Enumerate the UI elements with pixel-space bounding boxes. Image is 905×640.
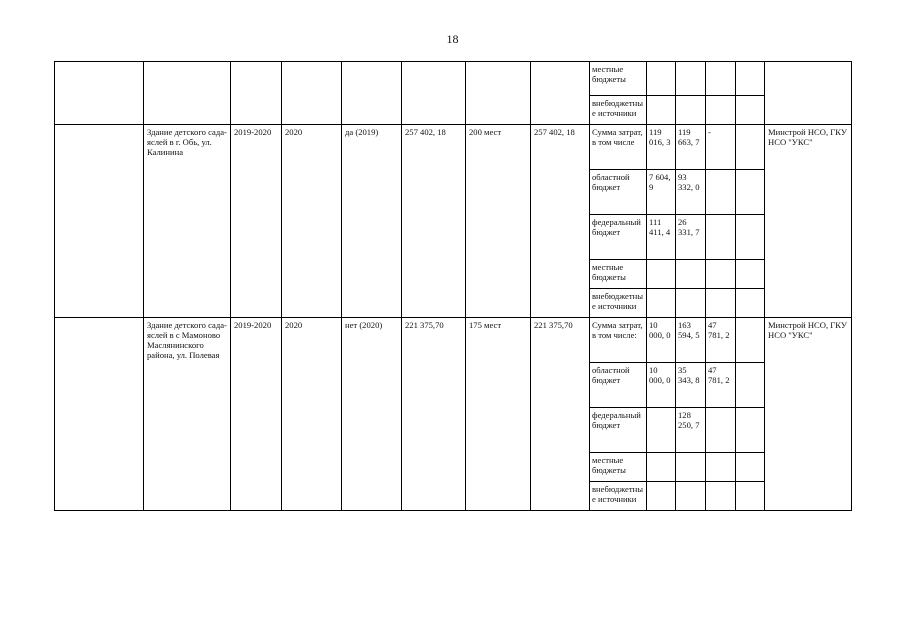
amount-cell xyxy=(706,289,736,318)
funding-source: федеральный бюджет xyxy=(590,408,647,453)
amount-cell: 111 411, 4 xyxy=(647,215,676,260)
amount-cell xyxy=(647,260,676,289)
amount-cell xyxy=(647,482,676,511)
amount-cell xyxy=(647,408,676,453)
cell-empty xyxy=(765,62,852,125)
funding-source: внебюджетные источники xyxy=(590,482,647,511)
amount-cell: 119 016, 3 xyxy=(647,125,676,170)
cell-empty xyxy=(231,62,282,125)
project-name: Здание детского сада-яслей в с Мамоново Маслянинского района, ул. Полевая xyxy=(144,318,231,511)
project-year: 2020 xyxy=(282,318,342,511)
amount-cell xyxy=(736,289,765,318)
amount-cell xyxy=(647,96,676,125)
project-name: Здание детского сада-яслей в г. Обь, ул. Калинина xyxy=(144,125,231,318)
cell-empty xyxy=(55,125,144,318)
amount-cell xyxy=(706,170,736,215)
amount-cell xyxy=(647,62,676,96)
amount-cell xyxy=(736,363,765,408)
page-number: 18 xyxy=(446,32,459,46)
remaining-cost: 257 402, 18 xyxy=(531,125,590,318)
cell-empty xyxy=(144,62,231,125)
cell-empty xyxy=(402,62,466,125)
amount-cell: 47 781, 2 xyxy=(706,318,736,363)
project-period: 2019-2020 xyxy=(231,318,282,511)
amount-cell xyxy=(676,453,706,482)
funding-source: федеральный бюджет xyxy=(590,215,647,260)
cell-empty xyxy=(55,62,144,125)
amount-cell xyxy=(676,260,706,289)
amount-cell: 7 604, 9 xyxy=(647,170,676,215)
amount-cell xyxy=(647,289,676,318)
amount-cell xyxy=(706,62,736,96)
table-row xyxy=(55,125,852,170)
amount-cell: 119 663, 7 xyxy=(676,125,706,170)
funding-source: местные бюджеты xyxy=(590,453,647,482)
funding-source: областной бюджет xyxy=(590,363,647,408)
amount-cell xyxy=(736,260,765,289)
amount-cell xyxy=(676,482,706,511)
amount-cell xyxy=(706,260,736,289)
responsible-org: Минстрой НСО, ГКУ НСО "УКС" xyxy=(765,125,852,318)
cell-empty xyxy=(466,62,531,125)
capacity: 200 мест xyxy=(466,125,531,318)
investment-table xyxy=(54,61,852,511)
funding-source: внебюджетные источники xyxy=(590,289,647,318)
amount-cell xyxy=(676,289,706,318)
amount-cell xyxy=(736,170,765,215)
amount-cell: - xyxy=(706,125,736,170)
project-document: да (2019) xyxy=(342,125,402,318)
amount-cell xyxy=(736,318,765,363)
project-document: нет (2020) xyxy=(342,318,402,511)
amount-cell: 10 000, 0 xyxy=(647,318,676,363)
amount-cell: 47 781, 2 xyxy=(706,363,736,408)
amount-cell xyxy=(736,408,765,453)
amount-cell xyxy=(736,62,765,96)
project-year: 2020 xyxy=(282,125,342,318)
table-row xyxy=(55,318,852,363)
amount-cell xyxy=(706,215,736,260)
amount-cell: 26 331, 7 xyxy=(676,215,706,260)
project-period: 2019-2020 xyxy=(231,125,282,318)
estimated-cost: 257 402, 18 xyxy=(402,125,466,318)
cell-empty xyxy=(55,318,144,511)
amount-cell: 163 594, 5 xyxy=(676,318,706,363)
amount-cell xyxy=(736,215,765,260)
funding-source: местные бюджеты xyxy=(590,260,647,289)
funding-source: Сумма затрат, в том числе xyxy=(590,125,647,170)
amount-cell xyxy=(736,125,765,170)
amount-cell xyxy=(647,453,676,482)
table-row xyxy=(55,62,852,96)
amount-cell xyxy=(736,96,765,125)
cell-empty xyxy=(282,62,342,125)
funding-source: Сумма затрат, в том числе: xyxy=(590,318,647,363)
amount-cell xyxy=(676,96,706,125)
funding-source: местные бюджеты xyxy=(590,62,647,96)
amount-cell: 35 343, 8 xyxy=(676,363,706,408)
responsible-org: Минстрой НСО, ГКУ НСО "УКС" xyxy=(765,318,852,511)
amount-cell xyxy=(706,408,736,453)
cell-empty xyxy=(342,62,402,125)
amount-cell: 10 000, 0 xyxy=(647,363,676,408)
funding-source: внебюджетные источники xyxy=(590,96,647,125)
amount-cell: 128 250, 7 xyxy=(676,408,706,453)
remaining-cost: 221 375,70 xyxy=(531,318,590,511)
amount-cell xyxy=(706,453,736,482)
funding-source: областной бюджет xyxy=(590,170,647,215)
amount-cell xyxy=(736,453,765,482)
cell-empty xyxy=(531,62,590,125)
amount-cell xyxy=(736,482,765,511)
amount-cell xyxy=(706,96,736,125)
capacity: 175 мест xyxy=(466,318,531,511)
amount-cell xyxy=(706,482,736,511)
estimated-cost: 221 375,70 xyxy=(402,318,466,511)
amount-cell xyxy=(676,62,706,96)
amount-cell: 93 332, 0 xyxy=(676,170,706,215)
